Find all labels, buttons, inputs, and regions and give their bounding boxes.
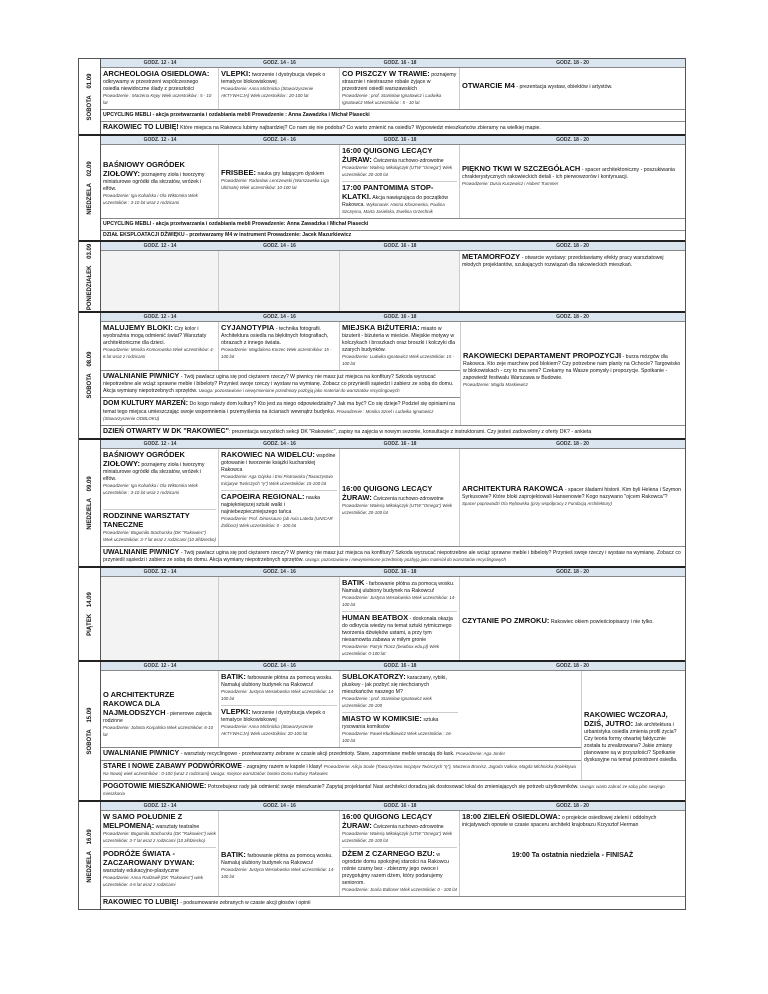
day-row: PONIEDZIAŁEK 03.09 GODZ. 12 - 14 GODZ. 14 - 16 GODZ. 16 - 18 GODZ. 18 - 20 METAMORFOZY - otwarcie wystawy: przedstawiamy efekty pracy warsztatowej młodych projektantów, szukających rozwiązań dla rakowieckich mieszkań. [79,240,685,311]
schedule-table [78,58,686,910]
wide-event: DOM KULTURY MARZEŃ: Do kogo należy dom kultury? Kto jest za niego odpowiedzialny? Jak ma być? Co się dzieje? Podziel się opiniami na temat tego miejsca umieszczając swoje wspomnienia i przemyślenia na ścianach wewnątrz budynku. Prowadzenie : Monika Sznel i Ludwika Ignatowicz (Stowarzyszenie ODBLOKU) [101,397,460,424]
day-row: NIEDZIELA 16.09 GODZ. 12 - 14 GODZ. 14 - 16 GODZ. 16 - 18 GODZ. 18 - 20 W SAMO POŁUDNIE Z MELPOMENĄ: warsztaty teatralne Prowadzenie: Bogumiła Stachurska (DK "Rakowiec") wiek uczestników: 3-7 lat wraz z rodzicami (10 zł/dziecko) PODRÓŻE ŚWIATA - ZACZAROWANY DYWAN: warsztaty edukacyjno-plastyczne Prowadzenie: Anna Radziwiłł (DK "Rakowiec") wiek uczestników: 4-6 lat wraz z rodzicami BATIK: farbowanie płótna za pomocą wosku. Namaluj ulubiony budynek na Rakowcu! Prowadzenie: Justyna Wesołowska Wiek uczestników: 14-100 lat 16:00 QUIGONG LECĄCY ŻURAW: Ćwiczenia ruchowo-zdrowotne Prowadzenie: Walerią Mikołajczyk (UTW "Omega") Wiek uczestników: 20-100 lat DŻEM Z CZARNEGO BZU: w ogrodzie domu spokojnej starości na Rakowcu rośnie czarny bez - zbierzmy jego owoce i przygotujmy razem dżem, który podarujemy seniorom. Prowadzenie: Joaśa Baltoser Wiek uczestników: 0 - 100 lat 18:00 ZIELEŃ OSIEDLOWA: o projekcie osiedlowej zieleni i oddolnych inicjatywach opowie w czasie spaceru architekt krajobrazu Krzysztof Herman 19:00 Ta ostatnia niedziela - FINISAŻ RAKOWIEC TO LUBIĘ! - podsumowanie zebranych w czasie akcji głosów i opinii [79,800,685,909]
wide-event: UWALNIANIE PIWNICY - Twój pawlacz ugina się pod ciężarem rzeczy? W piwnicy nie masz już miejsca na konfitury? Szkoda wyrzucać niepotrzebne ale wciąż sprawne meble i bibeloty? Przynieś swoje rzeczy i wystaw na wymianę. Zobacz co przynieśli sąsiedzi i zabierz ze sobą do domu. Akcja wymiany niepotrzebnych sprzętów. Uwaga: pozostawione i niewymienione przedmioty pozbyją jako materiał do warsztatów recyclingowych [101,370,460,397]
event-cell: CO PISZCZY W TRAWIE: poznajemy strasznie i niestraszne robale żyjące w przestrzeni osiedli warszawskich Prowadzenie : prof. Stanisław Ignatowicz i Ludwika Ignatowicz Wiek uczestników : 5 - 10 lat [340,68,460,109]
wide-event: UWALNIANIE PIWNICY - warsztaty recyclingowe - przetwarzamy zebrane w czasie akcji przedmioty. Stare, zapomniane meble wracają do łask. Prowadzenie: Aga Jorder [101,747,581,760]
wide-event: DZIEŃ OTWARTY W DK "RAKOWIEC": prezentacja wszystkich sekcji DK "Rakowiec", zapisy na zajęcia w nowym sezonie, konsultacje z instruktorami. Czy jesteś zadowolony z oferty DK? - ankieta [101,425,685,438]
day-row: PIĄTEK 14.09 GODZ. 12 - 14 GODZ. 14 - 16 GODZ. 16 - 18 GODZ. 18 - 20 BATIK - farbowanie płótna za pomocą wosku. Namaluj ulubiony budynek na Rakowcu! Prowadzenie: Justyna Wesołowska Wiek uczestników: 14-100 lat HUMAN BEATBOX - doskonała okazja do odkrycia wiedzy na temat sztuki rytmicznego tworzenia dźwięków ustami, a przy tym niesamowita zabawa w miłym gronie Prowadzenie: Patryk Tkacz (beatbox.edu.pl) Wiek uczestników: 0-100 lat CZYTANIE PO ZMROKU: Rakowiec okiem powieściopisarzy i nie tylko. [79,566,685,660]
event-cell: 16:00 QUIGONG LECĄCY ŻURAW: Ćwiczenia ruchowo-zdrowotne Prowadzenie: Walerią Mikołajczyk (UTW "Omega") Wiek uczestników: 20-100 lat 17:00 PANTOMIMA STOP-KLATKI. Akcja nawiązująca do początków Rakowca. Wykonanie: Hanna Kloszewska, Paulina Szczęsna, Marta Jasielska, Ewelina Grzechnik [340,145,460,218]
day-label: NIEDZIELA 02.09 [79,136,101,240]
day-label: NIEDZIELA 09.09 [79,440,101,566]
wide-event: UPCYCLING MEBLI - akcja przetwarzania i ozdabiania mebli Prowadzenie: Anna Zawadzka i Michał Piasecki [101,218,685,230]
event-cell: OTWARCIE M4 - prezentacja wystaw, obiektów i artystów. [462,81,613,90]
wide-event: RAKOWIEC TO LUBIĘ! Które miejsca na Rakowcu lubimy najbardziej? Co nam się nie podoba? Co warto zmienić na osiedlu? Wypowiedzi mieszkańców zbieramy na wielkiej mapie. [101,121,685,134]
day-label: SOBOTA 08.09 [79,313,101,437]
event-cell: ARCHEOLOGIA OSIEDLOWA: odkrywamy w przestrzeni wspólczesnego osiedla niewidoczne ślady z przeszłości Prowadzenie : Marzena Kępy Wiek uczestników : 5 - 10 lat [101,68,219,109]
wide-event: POGOTOWIE MIESZKANIOWE: Potrzebujesz rady jak odmienić swoje mieszkanie? Zapytaj projektanta! Nasi architekci doradzą jak dostosować lokal do zmieniających się potrzeb użytkowników. Uwaga: warto zabrać ze sobą plan swojego mieszkania [101,780,685,800]
event-cell: METAMORFOZY - otwarcie wystawy: przedstawiamy efekty pracy warsztatowej młodych projektantów, szukających rozwiązań dla rakowieckich mieszkań. [462,252,664,269]
day-label: SOBOTA 15.09 [79,662,101,800]
day-row: SOBOTA 08.09 GODZ. 12 - 14 GODZ. 14 - 16 GODZ. 16 - 18 GODZ. 18 - 20 MALUJEMY BLOKI: Czy kolor i wyobraźnia mogą odmienić świat? Warsztaty architektoniczne dla dzieci. Prowadzenie: Monika Komorowska Wiek uczestników: 4-6 lat wraz z rodzicami CYJANOTYPIA - technika fotografii. Architektura osiedla na błękitnych fotografiach, obrazach z innego świata. Prowadzenie: Magdalena Korzec Wiek uczestników: 15 - 100 lat MIEJSKA BIŻUTERIA: miasto w bizuterii - biżuteria w mieście. Miejskie motywy w kolczykach i broszkach oraz broszki i kolczyki dla szarych budynków. Prowadzenie: Ludwika Ignatowicz Wiek uczestników: 15 - 100 lat UWALNIANIE PIWNICY - Twój pawlacz ugina się pod ciężarem rzeczy? W piwnicy nie masz już miejsca na konfitury? Szkoda wyrzucać niepotrzebne ale wciąż sprawne meble i bibeloty? Przynieś swoje rzeczy i wystaw na wymianę. Zobacz co przynieśli sąsiedzi i zabierz ze sobą do domu. Akcja wymiany niepotrzebnych sprzętów. Uwaga: pozostawione i niewymienione przedmioty pozbyją jako materiał do warsztatów recyclingowych DOM KULTURY MARZEŃ: Do kogo należy dom kultury? Kto jest za niego odpowiedzialny? Jak ma być? Co się dzieje? Podziel się opiniami na temat tego miejsca umieszczając swoje wspomnienia i przemyślenia na ścianach wewnątrz budynku. Prowadzenie : Monika Sznel i Ludwika Ignatowicz (Stowarzyszenie ODBLOKU) RAKOWIECKI DEPARTAMENT PROPOZYCJI - burza mózgów dla Rakowca. Kto zeje marchew pod blokiem? Czy potrzebne nam planty na Ochocie? Targowisko w blokowiskach - czy to ma sens? Czekamy na Wasze pomysły i propozycje. Spotkanie - zapowiedź festiwalu Warszawa w Budowie. Prowadzenie: Magda Maskiewicz DZIEŃ OTWARTY W DK "RAKOWIEC": prezentacja wszystkich sekcji DK "Rakowiec", zapisy na zajęcia w nowym sezonie, konsultacje z instruktorami. Czy jesteś zadowolony z oferty DK? - ankieta [79,311,685,437]
day-row: SOBOTA 15.09 GODZ. 12 - 14 GODZ. 14 - 16 GODZ. 16 - 18 GODZ. 18 - 20 O ARCHITEKTURZE RAKOWCA DLA NAJMŁODSZYCH - pienerowe zajęcia rodzinne Prowadzenie: Jolanta Korpalska Wiek uczestników: 6-10 lat BATIK: farbowanie płótna za pomocą wosku. Namaluj ulubiony budynek na Rakowcu! Prowadzenie: Justyna Wesołowska Wiek uczestników: 14-100 lat VLEPKI: tworzenie i dystrybucja vlepek o tematyce blokowiskowej Prowadzenie: Anna Michnicka (Stowarzyszenie AKTYWACJA) Wiek uczestników: 20-100 lat SUBLOKATORZY: karaczany, rybiki, pluskwy - jak pozbyć się niechcianych mieszkańców naszego M? Prowadzenie : prof. Stanisław Ignatowicz wiek uczestników: 20-100 MIASTO W KOMIKSIE: sztuka rysowania komiksów Prowadzenie: Paweł Kłudkiewicz Wiek uczestników : 16-100 lat UWALNIANIE PIWNICY - warsztaty recyclingowe - przetwarzamy zebrane w czasie akcji przedmioty. Stare, zapomniane meble wracają do łask. Prowadzenie: Aga Jorder STARE I NOWE ZABAWY PODWÓRKOWE - zagrajmy razem w kapsle i klasy! Prowadzenie: Alicja Soule (Towarzystwo Inicjatyw Twórczych "ę"), Marzena Bronisz, Jagoda Valkov, Magda Michnicka (Kolektywa Na Nowo) wiek uczestników : 0-100 (wraz z rodzicami) Uwaga: miejsce warsztatów: boisko Domu Kultury Rakowiec RAKOWIEC WCZORAJ, DZIŚ, JUTRO: Jak architektura i urbanistyka osiedla zmienia profil życia? Czy teoria formy otwartej faktycznie została tu zrealizowana? Jakie zmiany planowane są w przyszłości? Spotkanie dyskusyjne na temat przestrzeni osiedla. POGOTOWIE MIESZKANIOWE: Potrzebujesz rady jak odmienić swoje mieszkanie? Zapytaj projektanta! Nasi architekci doradzą jak dostosować lokal do zmieniających się potrzeb użytkowników. Uwaga: warto zabrać ze sobą plan swojego mieszkania [79,660,685,800]
day-label: PIĄTEK 14.09 [79,568,101,660]
time-header: GODZ. 12 - 14 GODZ. 14 - 16 GODZ. 16 - 18 GODZ. 18 - 20 [101,59,685,68]
event-cell: PIĘKNO TKWI W SZCZEGÓŁACH - spacer architektoniczny - poszukiwania chrakterystycznych rakowieckich detali - ich pierwowzorów i kontynuacji. Prowadzenie: Dusia Kuczewicz i Hubert Trammer [462,164,675,187]
day-row: NIEDZIELA 09.09 GODZ. 12 - 14 GODZ. 14 - 16 GODZ. 16 - 18 GODZ. 18 - 20 BAŚNIOWY OGRÓDEK ZIOŁOWY: poznajemy zioła i tworzymy miniaturowe ogródki dla skrzatów, wróżek i elfów. Prowadzenie: Iga Kobalska i Ola Wiktorska Wiek uczestników : 3-10 lat wraz z rodzicami RODZINNE WARSZTATY TANECZNE Prowadzenie: Bogumiła Stachurska (DK "Rakowiec") Wiek uczestników: 3-7 lat wraz z rodzicami (10 zł/dziecko) RAKOWIEC NA WIDELCU: wspólne gotowanie i tworzenie książki kucharskiej Rakowca Prowadzenie: Aga Gójska i Emi Piotrowska (Towarzystwo Inicjatyw Twórczych "ę") Wiek uczestników: 15-100 lat CAPOEIRA REGIONAL: nauka najpiękniejszej sztuki walki i najniebezpieczniejszego tańca Prowadzenie: Prof. Dinossauro (ab Axia Lateda (UNICAR Żoliborz) Wiek uczestników: 0 - 100 lat 16:00 QUIGONG LECĄCY ŻURAW: Ćwiczenia ruchowo-zdrowotne Prowadzenie: Walerią Mikołajczyk (UTW "Omega") Wiek uczestników: 20-100 lat ARCHITEKTURA RAKOWCA - spacer śladami historii. Kim byli Helena i Szymon Syrkusowie? Które bloki zaprojektowali Hansenowie? Kogo nazywano "ojcem Rakowca"? Spacer poprowadzi Ola Rębowska (przy współpracy z Fundacją Architektury) UWALNIANIE PIWNICY - Twój pawlacz ugina się pod ciężarem rzeczy? W piwnicy nie masz już miejsca na konfitury? Szkoda wyrzucać niepotrzebne ale wciąż sprawne meble i bibeloty? Przynieś swoje rzeczy i wystaw na wymianę. Zobacz co przynieśli sąsiedzi i zabierz ze sobą do domu. Akcja wymiany niepotrzebnych sprzętów. Uwaga: pozostawione i niewymienione przedmioty pozbyją jako materiał do warsztatów recyclingowych [79,438,685,566]
event-cell: FRISBEE: nauka gry latającym dyskiem Prowadzenie: Radosław Lenczewski (Warszawska Liga Ultimate) Wiek uczestników: 10-100 lat [219,145,340,218]
event-cell: RAKOWIECKI DEPARTAMENT PROPOZYCJI - burza mózgów dla Rakowca. Kto zeje marchew pod blokiem? Czy potrzebne nam planty na Ochocie? Targowisko w blokowiskach - czy to ma sens? Czekamy na Wasze pomysły i propozycje. Spotkanie - zapowiedź festiwalu Warszawa w Budowie. Prowadzenie: Magda Maskiewicz [460,322,685,424]
day-label: PONIEDZIAŁEK 03.09 [79,242,101,311]
wide-event: UPCYCLING MEBLI - akcja przetwarzania i ozdabiania mebli Prowadzenie : Anna Zawadzka i Michał Piasecki [101,109,685,121]
event-cell: BAŚNIOWY OGRÓDEK ZIOŁOWY: poznajemy zioła i tworzymy miniaturowe ogródki dla skrzatów, wróżek i elfów. Prowadzenie: Iga Kobalska i Ola Wiktorska Wiek uczestników : 3-10 lat wraz z rodzicami [101,145,219,218]
day-row [79,59,685,134]
event-cell: VLEPKI: tworzenie i dystrybucja vlepek o tematyce blokowiskowej Prowadzenie: Anna Michnicka (Stowarzyszenie AKTYWACJA) Wiek uczestników : 20-100 lat [219,68,340,109]
wide-event: STARE I NOWE ZABAWY PODWÓRKOWE - zagrajmy razem w kapsle i klasy! Prowadzenie: Alicja Soule (Towarzystwo Inicjatyw Twórczych "ę"), Marzena Bronisz, Jagoda Valkov, Magda Michnicka (Kolektywa Na Nowo) wiek uczestników : 0-100 (wraz z rodzicami) Uwaga: miejsce warsztatów: boisko Domu Kultury Rakowiec [101,760,581,780]
wide-event: UWALNIANIE PIWNICY - Twój pawlacz ugina się pod ciężarem rzeczy? W piwnicy nie masz już miejsca na konfitury? Szkoda wyrzucać niepotrzebne ale wciąż sprawne meble i bibeloty? Przynieś swoje rzeczy i wystaw na wymianę. Zobacz co przynieśli sąsiedzi i zabierz ze sobą do domu. Akcja wymiany niepotrzebnych sprzętów. Uwaga: pozostawione i niewymienione przedmioty pozbyją jako materiał do warsztatów recyclingowych [101,546,685,566]
wide-event: DZIAŁ EKSPLOATACJI DŹWIĘKU - przetwarzamy M4 w instrument Prowadzenie: Jacek Mazurkiewicz [101,230,685,240]
wide-event: RAKOWIEC TO LUBIĘ! - podsumowanie zebranych w czasie akcji głosów i opinii [101,896,685,909]
day-label: SOBOTA 01.09 [79,59,101,134]
day-label: NIEDZIELA 16.09 [79,802,101,909]
day-row: NIEDZIELA 02.09 GODZ. 12 - 14 GODZ. 14 - 16 GODZ. 16 - 18 GODZ. 18 - 20 BAŚNIOWY OGRÓDEK ZIOŁOWY: poznajemy zioła i tworzymy miniaturowe ogródki dla skrzatów, wróżek i elfów. Prowadzenie: Iga Kobalska i Ola Wiktorska Wiek uczestników : 3-10 lat wraz z rodzicami FRISBEE: nauka gry latającym dyskiem Prowadzenie: Radosław Lenczewski (Warszawska Liga Ultimate) Wiek uczestników: 10-100 lat 16:00 QUIGONG LECĄCY ŻURAW: Ćwiczenia ruchowo-zdrowotne Prowadzenie: Walerią Mikołajczyk (UTW "Omega") Wiek uczestników: 20-100 lat 17:00 PANTOMIMA STOP-KLATKI. Akcja nawiązująca do początków Rakowca. Wykonanie: Hanna Kloszewska, Paulina Szczęsna, Marta Jasielska, Ewelina Grzechnik PIĘKNO TKWI W SZCZEGÓŁACH - spacer architektoniczny - poszukiwania chrakterystycznych rakowieckich detali - ich pierwowzorów i kontynuacji. Prowadzenie: Dusia Kuczewicz i Hubert Trammer UPCYCLING MEBLI - akcja przetwarzania i ozdabiania mebli Prowadzenie: Anna Zawadzka i Michał Piasecki DZIAŁ EKSPLOATACJI DŹWIĘKU - przetwarzamy M4 w instrument Prowadzenie: Jacek Mazurkiewicz [79,134,685,240]
